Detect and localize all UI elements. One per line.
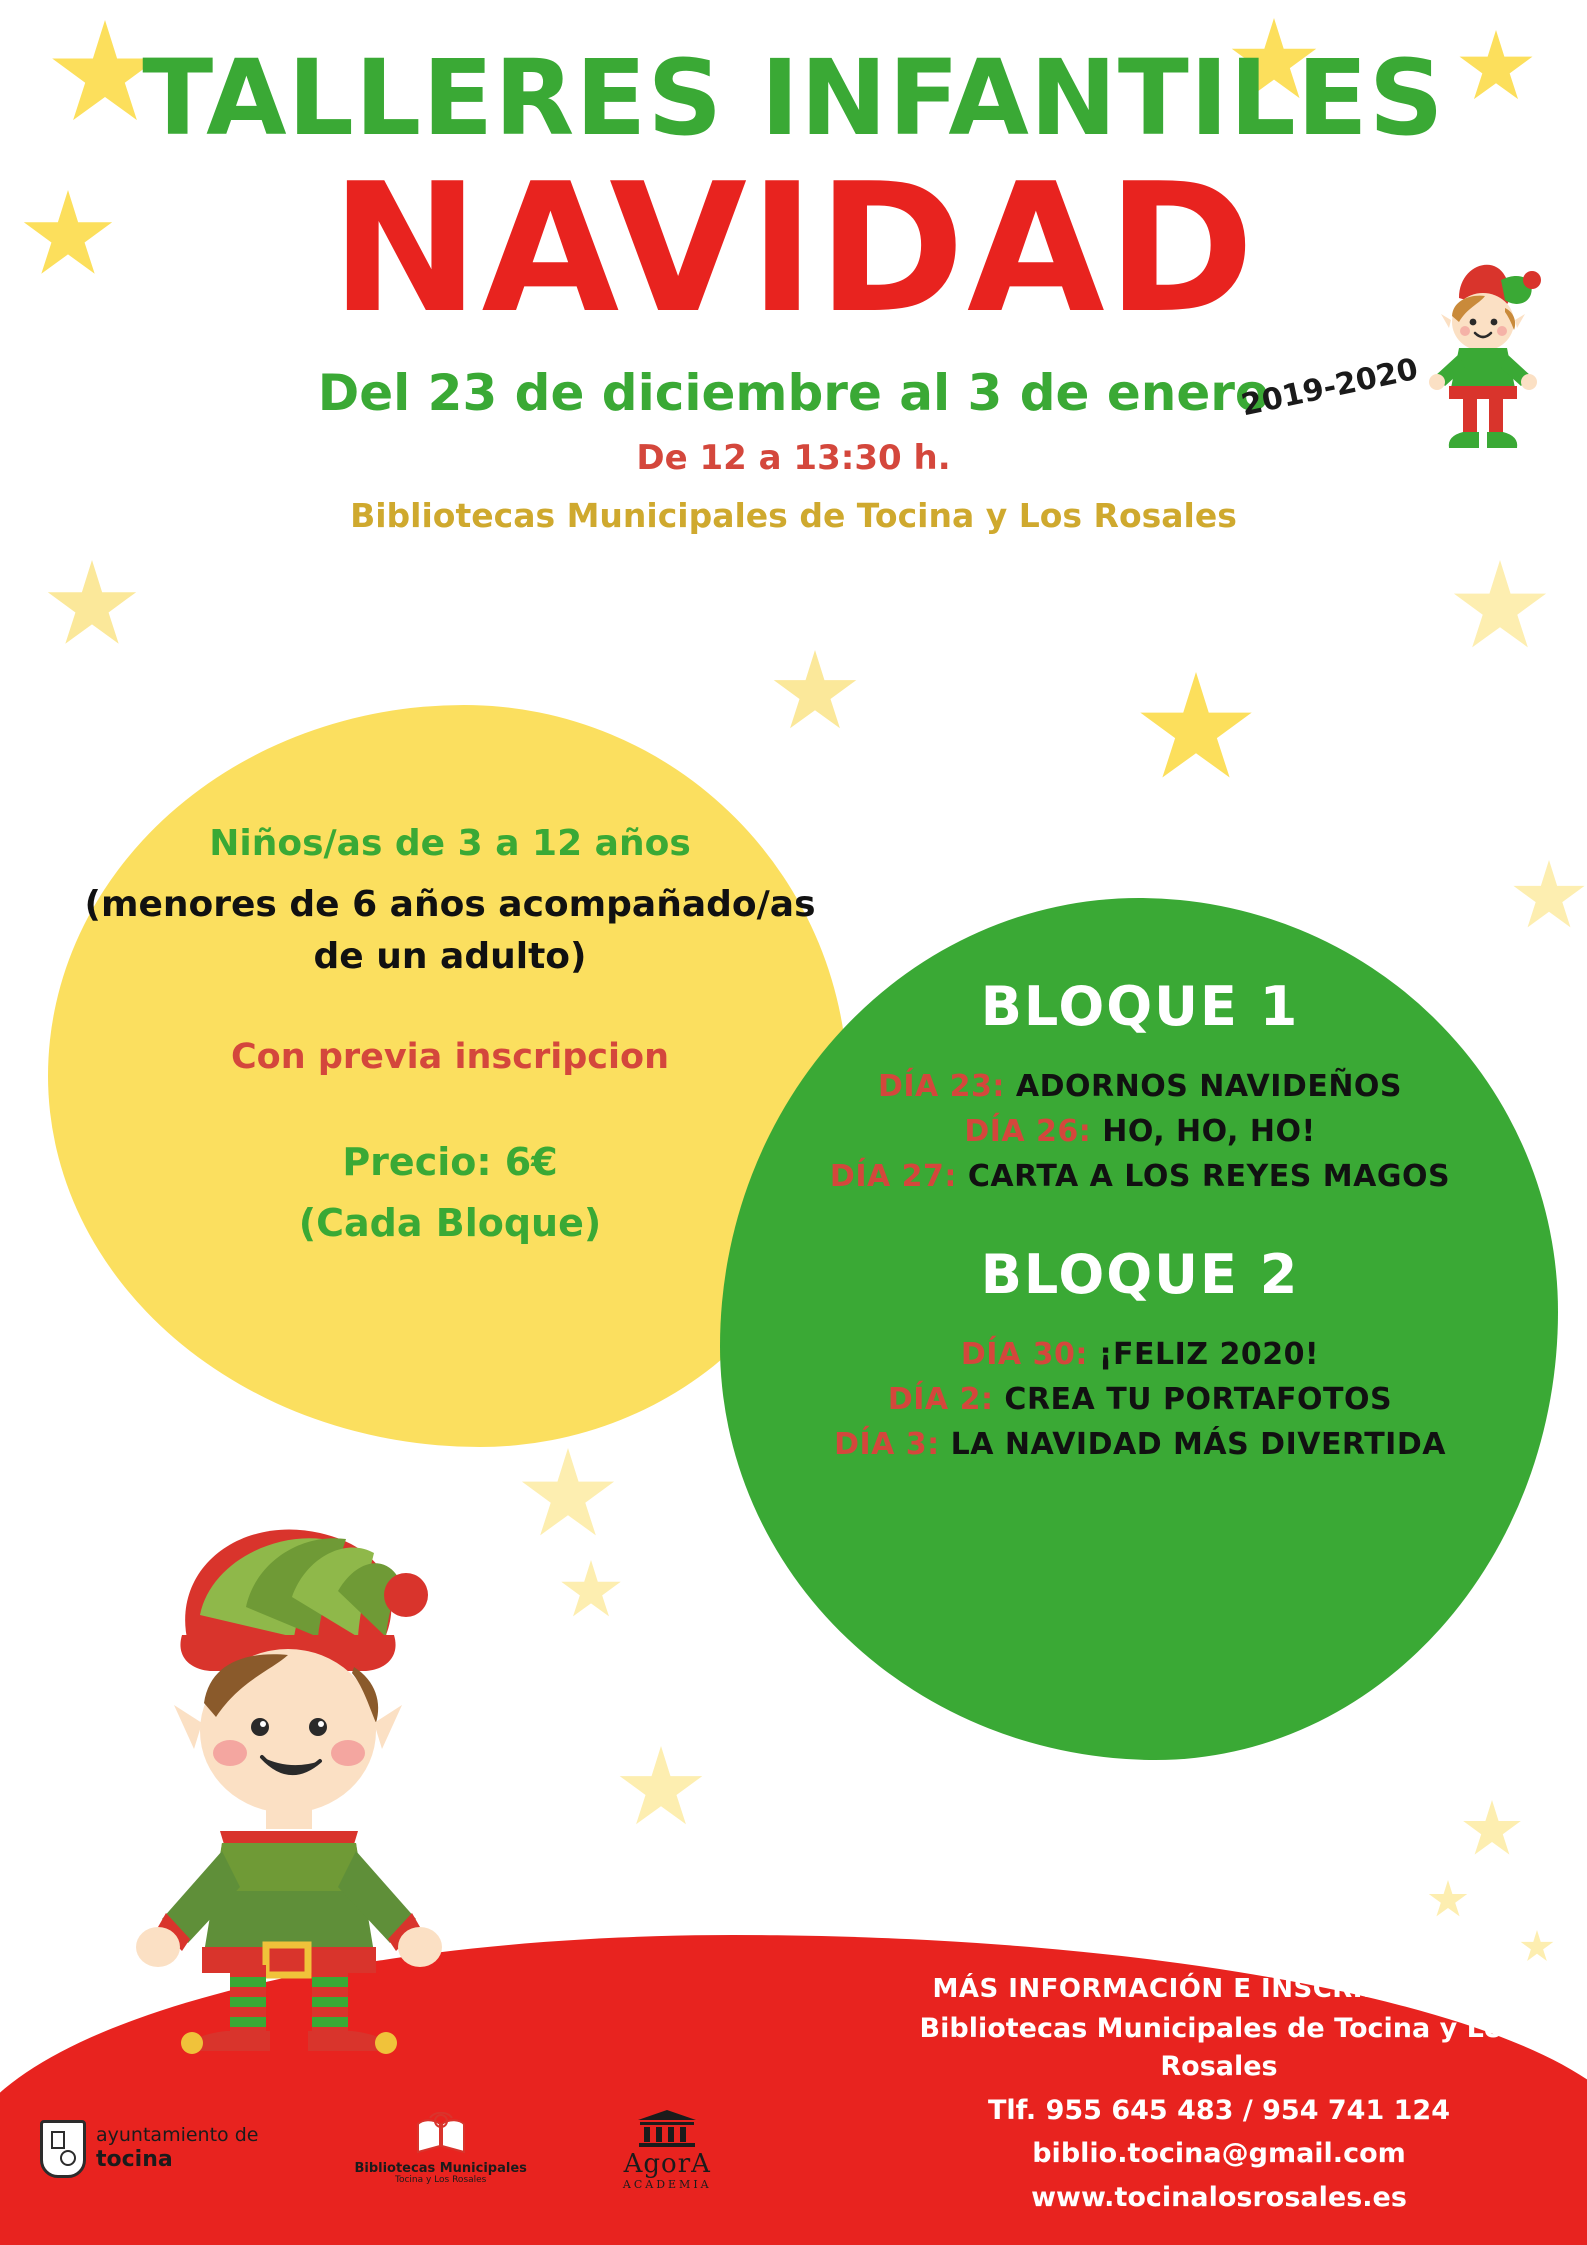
book-reader-icon	[412, 2143, 470, 2162]
star-decoration	[1452, 560, 1548, 656]
yellow-info-text	[80, 820, 820, 1251]
footer-email: biblio.tocina@gmail.com	[1032, 2138, 1406, 2170]
day-label: DÍA 23:	[877, 1069, 1005, 1104]
bloque-1-title: BLOQUE 1	[980, 975, 1300, 1038]
star-decoration	[46, 560, 138, 652]
page-subtitle-navidad: NAVIDAD	[330, 145, 1257, 352]
list-item	[740, 1154, 1540, 1199]
list-item	[740, 1064, 1540, 1109]
poster-headline	[0, 37, 1587, 535]
logo-agora-sub: ACADEMIA	[622, 2177, 712, 2191]
age-note: (menores de 6 años acompañado/as de un adulto)	[84, 883, 816, 977]
price: Precio: 6€	[342, 1139, 558, 1184]
day-activity: ADORNOS NAVIDEÑOS	[1015, 1069, 1403, 1104]
day-label: DÍA 27:	[829, 1159, 957, 1194]
day-activity: CREA TU PORTAFOTOS	[1004, 1382, 1393, 1417]
event-dates: Del 23 de diciembre al 3 de enero	[317, 363, 1270, 422]
star-decoration	[560, 1560, 622, 1622]
bloque-1-day-list	[740, 1064, 1540, 1199]
star-decoration	[772, 650, 858, 736]
day-label: DÍA 26:	[964, 1114, 1092, 1149]
logo-bibliotecas-municipales	[354, 2112, 526, 2186]
coat-of-arms-icon	[40, 2120, 86, 2178]
star-decoration	[1138, 672, 1254, 788]
logo-bibliotecas-name: Bibliotecas Municipales	[354, 2160, 527, 2176]
registration-note: Con previa inscripcion	[230, 1036, 669, 1077]
logo-ayuntamiento-tocina	[40, 2120, 258, 2178]
star-decoration	[1520, 1930, 1554, 1964]
temple-icon	[634, 2133, 700, 2152]
day-label: DÍA 30:	[960, 1337, 1088, 1372]
star-decoration	[1512, 860, 1586, 934]
logo-agora-name: AgorA	[623, 2149, 711, 2180]
age-range: Niños/as de 3 a 12 años	[209, 823, 691, 864]
footer-line: Bibliotecas Municipales de Tocina y Los Rosales	[919, 2013, 1519, 2082]
star-decoration	[520, 1448, 616, 1544]
logo-row	[40, 2089, 800, 2209]
day-activity: CARTA A LOS REYES MAGOS	[967, 1159, 1451, 1194]
list-item	[740, 1422, 1540, 1467]
logo-ayuntamiento-main: ayuntamiento de	[96, 2124, 259, 2147]
day-activity: LA NAVIDAD MÁS DIVERTIDA	[950, 1427, 1446, 1462]
footer-contact-block	[899, 1974, 1539, 2217]
star-decoration	[618, 1746, 704, 1832]
logo-agora-academia	[623, 2108, 712, 2191]
day-activity: ¡FELIZ 2020!	[1098, 1337, 1320, 1372]
star-decoration	[1428, 1880, 1468, 1920]
elf-large-icon	[70, 1495, 490, 2055]
logo-ayuntamiento-sub: tocina	[96, 2147, 173, 2173]
day-label: DÍA 2:	[887, 1382, 994, 1417]
list-item	[740, 1332, 1540, 1377]
footer-title: MÁS INFORMACIÓN E INSCRIPCIONES:	[932, 1974, 1506, 2005]
bloque-2-title: BLOQUE 2	[980, 1243, 1300, 1306]
logo-ayuntamiento-text	[96, 2125, 258, 2172]
event-place: Bibliotecas Municipales de Tocina y Los Rosales	[350, 495, 1237, 535]
price-note: (Cada Bloque)	[298, 1201, 602, 1246]
list-item	[740, 1109, 1540, 1154]
footer-phone: Tlf. 955 645 483 / 954 741 124	[987, 2094, 1451, 2126]
star-decoration	[1462, 1800, 1522, 1860]
bloque-2-day-list	[740, 1332, 1540, 1467]
logo-bibliotecas-sub: Tocina y Los Rosales	[394, 2175, 487, 2185]
year-badge: 2019-2020	[1237, 351, 1421, 424]
event-hours: De 12 a 13:30 h.	[636, 437, 951, 478]
day-label: DÍA 3:	[834, 1427, 940, 1462]
green-program-text	[740, 975, 1540, 1467]
elf-small-icon	[1401, 236, 1551, 466]
day-activity: HO, HO, HO!	[1102, 1114, 1316, 1149]
page-title: TALLERES INFANTILES	[142, 37, 1445, 159]
list-item	[740, 1377, 1540, 1422]
footer-website: www.tocinalosrosales.es	[1031, 2182, 1407, 2214]
